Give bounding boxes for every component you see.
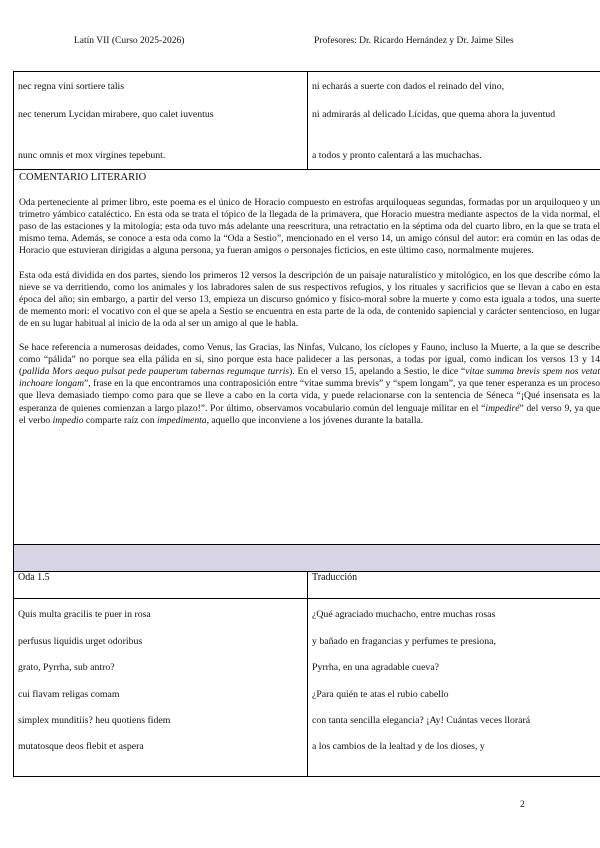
table-row-commentary <box>14 170 600 545</box>
latin-line: simplex munditiis? heu quotiens fidem <box>18 715 171 726</box>
latin-term: impediré <box>485 402 520 414</box>
latin-line: nec tenerum Lycidan mirabere, quo calet iuventus <box>18 109 214 120</box>
spanish-line: ni admirarás al delicado Lícidas, que quema ahora la juventud <box>312 109 556 120</box>
spanish-line: a todos y pronto calentará a las muchachas. <box>312 150 482 161</box>
latin-line: mutatosque deos flebit et aspera <box>18 741 144 752</box>
spanish-line: Pyrrha, en una agradable cueva? <box>312 662 440 673</box>
latin-cell <box>14 72 308 170</box>
shaded-band <box>14 545 600 572</box>
ode-title: Oda 1.5 <box>14 572 308 599</box>
table-row-ode-verses <box>14 599 600 777</box>
latin-quote: pallida Mors aequo pulsat pede pauperum tabernas regumque turris <box>22 366 290 378</box>
latin-quote: vitae summa brevis spem nos vetat inchoare longam <box>19 366 600 390</box>
course-title: Latín VII (Curso 2025-2026) <box>74 36 185 46</box>
ode-latin-cell <box>14 599 308 777</box>
spanish-line: con tanta sencilla elegancia? ¡Ay! Cuántas veces llorará <box>312 715 531 726</box>
latin-term: impedio <box>52 414 84 426</box>
table-row-divider-band <box>14 545 600 572</box>
spanish-line: y bañado en fragancias y perfumes te presiona, <box>312 636 496 647</box>
teachers-line: Profesores: Dr. Ricardo Hernández y Dr. Jaime Siles <box>314 36 514 46</box>
spanish-line: ¿Qué agraciado muchacho, entre muchas rosas <box>312 609 496 620</box>
latin-term: impedimenta <box>157 414 207 426</box>
ode-spanish-cell <box>308 599 600 777</box>
table-row-ode-heading <box>14 572 600 599</box>
spanish-line: ni echarás a suerte con dados el reinado del vino, <box>312 81 505 92</box>
latin-line: grato, Pyrrha, sub antro? <box>18 662 115 673</box>
latin-line: Quis multa gracilis te puer in rosa <box>18 609 151 620</box>
spanish-line: ¿Para quién te atas el rubio cabello <box>312 689 449 700</box>
translation-title: Traducción <box>308 572 600 599</box>
commentary-paragraph-1: Oda perteneciente al primer libro, este poema es el único de Horacio compuesto en estrofas arquiloqueas segundas, formadas por un arquiloqueo y un trímetro yámbico cataléctico. En esta oda se trata el tópico de la llegada de la primavera, que Horacio muestra mediante aspectos de la vida normal, el paso de las estaciones y la mitología; esta oda tuvo más adelante una reescritura, una retractatio en la séptima oda del cuarto libro, en la que se trata el mismo tema. Además, se conoce a esta oda como la “Oda a Sestio”, mencionado en el verso 14, un amigo cónsul del autor: era común en las odas de Horacio que estuvieran dirigidas a alguna persona, ya fueran amigos o personajes ficticios, en este último caso, normalmente mujeres. <box>19 197 600 257</box>
latin-line: nunc omnis et mox virgines tepebunt. <box>18 150 166 161</box>
commentary-cell <box>14 170 600 545</box>
latin-line: nec regna vini sortiere talis <box>18 81 125 92</box>
spanish-cell <box>308 72 600 170</box>
commentary-paragraph-2: Esta oda está dividida en dos partes, siendo los primeros 12 versos la descripción de un paisaje naturalístico y mitológico, en los que describe cómo la nieve se va derritiendo, como los animales y los labradores salen de sus respectivos refugios, y los rituales y sacrificios que se llevan a cabo en esta época del año; sin embargo, a partir del verso 13, empieza un discurso gnómico y físico-moral sobre la muerte y como esta iguala a todos, una suerte de memento mori: el vocativo con el que se apela a Sestio se encuentra en esta parte de la oda, de contenido sapiencial y carácter sentencioso, en lugar de en su lugar habitual al inicio de la oda al ser un amigo al que le habla. <box>19 269 600 329</box>
commentary-paragraph-3: Se hace referencia a numerosas deidades, como Venus, las Gracias, las Ninfas, Vulcano, los cíclopes y Fauno, incluso la Muerte, a la que se describe como “pálida” no porque sea ella pálida en sí, sino porque esta hace palidecer a las personas, a todas por igual, como indican los versos 13 y 14 (pallida Mors aequo pulsat pede pauperum tabernas regumque turris). En el verso 15, apelando a Sestio, le dice “vitae summa brevis spem nos vetat inchoare longam”, frase en la que encontramos una contraposición entre “vitae summa brevis” y “spem longam”, ya que tener esperanza es un proceso que lleva demasiado tiempo como para que se lleve a cabo en la corta vida, y puede relacionarse con la sentencia de Séneca “¡Qué insensata es la esperanza de quienes comienzan a largo plazo!”. Por último, observamos vocabulario común del lenguaje militar en el “impediré” del verso 9, ya que el verbo impedio comparte raíz con impedimenta, aquello que inconviene a los jóvenes durante la batalla. <box>19 342 600 426</box>
latin-line: perfusus liquidis urget odoribus <box>18 636 143 647</box>
table-row-verses-top <box>14 72 600 170</box>
spanish-line: a los cambios de la lealtad y de los dioses, y <box>312 741 485 752</box>
latin-line: cui flavam religas comam <box>18 689 120 700</box>
content-table <box>13 71 600 777</box>
page-number: 2 <box>520 800 525 810</box>
commentary-title: COMENTARIO LITERARIO <box>19 172 147 183</box>
